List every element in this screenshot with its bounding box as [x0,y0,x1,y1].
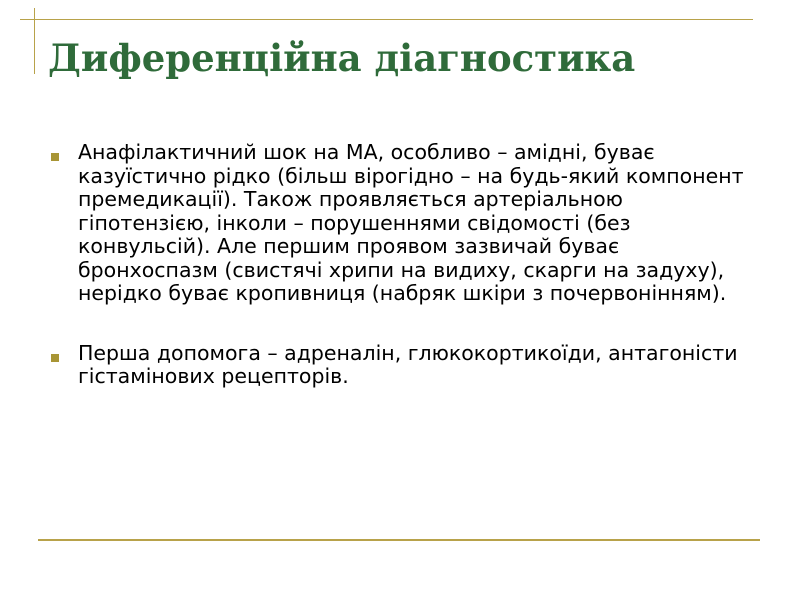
bullet-list [48,141,748,425]
bullet-item [48,342,748,389]
bottom-divider-line [38,539,760,541]
square-bullet-icon [51,153,59,161]
slide-title: Диференційна діагностика [48,36,636,80]
vertical-accent-line [34,8,35,74]
bullet-text: Перша допомога – адреналін, глюкокортикоїди, антагоністи гістамінових рецепторів. [78,340,738,388]
top-divider-line [20,19,753,20]
bullet-text: Анафілактичний шок на МА, особливо – амідні, буває казуїстично рідко (більш вірогідно – на будь-який компонент премедикації). Також проявляється артеріальною гіпотензією, інколи – порушеннями свідомості (без конвульсій). Але першим проявом зазвичай буває бронхоспазм (свистячі хрипи на видиху, скарги на задуху), нерідко буває кропивниця (набряк шкіри з почервонінням). [78,140,744,305]
bullet-item [48,141,748,306]
square-bullet-icon [51,354,59,362]
